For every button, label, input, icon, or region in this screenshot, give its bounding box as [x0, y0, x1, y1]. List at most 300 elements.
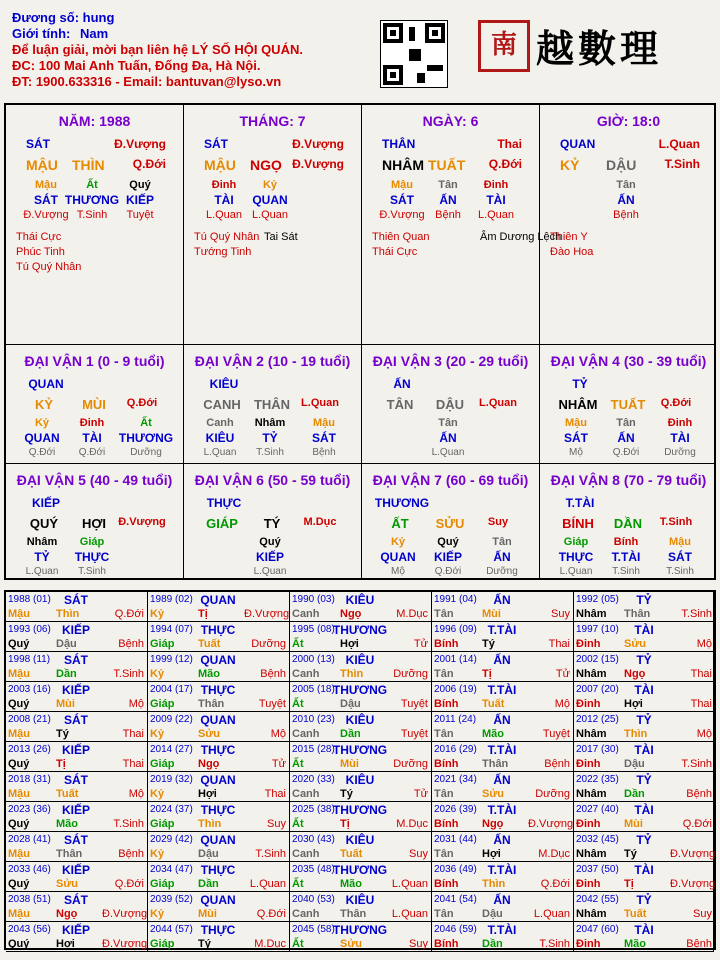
- pillar-chi: THÌN: [72, 157, 105, 173]
- year-stem: Bính: [434, 938, 459, 950]
- year-god: TÀI: [634, 683, 654, 697]
- year-god: TÀI: [634, 743, 654, 757]
- year-god: SÁT: [64, 893, 88, 907]
- year-branch: Tý: [340, 788, 353, 800]
- year-state: Tử: [413, 638, 428, 650]
- year-cell: [574, 682, 714, 712]
- year-stem: Canh: [292, 908, 320, 920]
- pillar-cell: [362, 105, 562, 345]
- year-branch: Tuất: [624, 908, 647, 920]
- hidden-god: TỶ: [262, 431, 278, 445]
- star-good: Phúc Tinh: [16, 246, 65, 258]
- year-label: 2010 (23): [292, 714, 335, 725]
- dai-van-state: Suy: [487, 516, 509, 528]
- year-cell: [6, 802, 148, 832]
- star-good: Thái Cực: [16, 231, 62, 243]
- hidden-stem: Giáp: [563, 536, 589, 548]
- year-stem: Nhâm: [576, 728, 607, 740]
- year-branch: Tị: [482, 668, 492, 680]
- year-stem: Canh: [292, 788, 320, 800]
- year-label: 2020 (33): [292, 774, 335, 785]
- year-label: 1999 (12): [150, 654, 193, 665]
- year-god: TỶ: [636, 833, 652, 847]
- dai-van-can: CANH: [203, 397, 241, 412]
- chart-grid: [4, 103, 716, 580]
- year-god: T.TÀI: [487, 623, 517, 637]
- year-god: TỶ: [636, 713, 652, 727]
- hidden-god: THỰC: [558, 550, 594, 564]
- year-god: THƯƠNG: [332, 743, 388, 757]
- hidden-stem: Quý: [259, 536, 281, 548]
- year-state: Đ.Vượng: [670, 878, 716, 890]
- gender-line: Giới tính: Nam: [12, 26, 109, 41]
- year-label: 2028 (41): [8, 834, 51, 845]
- year-label: 2005 (18): [292, 684, 335, 695]
- year-label: 2017 (30): [576, 744, 619, 755]
- hidden-stem: Kỷ: [390, 536, 406, 548]
- year-god: ẤN: [493, 833, 511, 847]
- dai-van-cell: [6, 464, 184, 580]
- hidden-god: TÀI: [486, 193, 506, 207]
- year-god: KIÊU: [345, 653, 375, 667]
- year-god: QUAN: [200, 773, 236, 787]
- dai-van-god: TỶ: [572, 377, 588, 391]
- dai-van-cell: [540, 464, 716, 580]
- year-stem: Quý: [8, 938, 30, 950]
- dai-van-cell: [184, 464, 362, 580]
- year-label: 2001 (14): [434, 654, 477, 665]
- hidden-god: THƯƠNG: [64, 193, 120, 207]
- pillar-title: NĂM: 1988: [58, 113, 131, 129]
- year-state: Suy: [551, 608, 570, 620]
- dai-van-god: THƯƠNG: [374, 496, 430, 510]
- year-cell: [148, 892, 290, 922]
- year-branch: Thân: [482, 758, 509, 770]
- dai-van-title: ĐẠI VẬN 5 (40 - 49 tuổi): [16, 472, 173, 488]
- year-state: Tuyệt: [400, 698, 428, 710]
- hidden-god: KIẾP: [125, 193, 154, 207]
- year-state: Q.Đới: [256, 908, 286, 920]
- year-label: 1990 (03): [292, 594, 335, 605]
- year-label: 1995 (08): [292, 624, 335, 635]
- year-cell: [148, 922, 290, 952]
- year-cell: [574, 652, 714, 682]
- year-cell: [574, 802, 714, 832]
- hidden-god: ẤN: [617, 431, 635, 445]
- year-state: T.Sinh: [539, 938, 570, 950]
- year-cell: [148, 742, 290, 772]
- year-branch: Mão: [198, 668, 220, 680]
- star-good: Tướng Tinh: [194, 246, 252, 258]
- year-stem: Đinh: [576, 758, 601, 770]
- hidden-god: SÁT: [34, 193, 58, 207]
- pillar-god-state: Đ.Vượng: [292, 137, 344, 151]
- year-branch: Sửu: [198, 728, 221, 740]
- dai-van-state: M.Dục: [303, 516, 337, 528]
- year-label: 2039 (52): [150, 894, 193, 905]
- year-branch: Tuất: [198, 638, 221, 650]
- year-state: Suy: [267, 818, 286, 830]
- year-branch: Mùi: [56, 698, 75, 710]
- dai-van-chi: HỢI: [81, 516, 107, 531]
- year-branch: Mùi: [482, 608, 501, 620]
- hidden-state: Q.Đới: [78, 447, 106, 458]
- year-label: 2006 (19): [434, 684, 477, 695]
- year-stem: Canh: [292, 848, 320, 860]
- year-stem: Mậu: [8, 668, 30, 680]
- hidden-god: SÁT: [312, 431, 336, 445]
- dai-van-can: QUÝ: [29, 516, 59, 531]
- dai-van-title: ĐẠI VẬN 8 (70 - 79 tuổi): [550, 472, 707, 488]
- dai-van-god: QUAN: [28, 377, 64, 391]
- year-branch: Sửu: [482, 788, 505, 800]
- year-cell: [6, 892, 148, 922]
- pillar-chi-state: Q.Đới: [132, 157, 166, 171]
- hidden-state: Dưỡng: [130, 447, 162, 458]
- year-stem: Tân: [434, 908, 454, 920]
- year-cell: [290, 742, 432, 772]
- year-state: Tử: [413, 788, 428, 800]
- hidden-god: QUAN: [24, 431, 60, 445]
- dai-van-cell: [362, 345, 540, 464]
- year-label: 2012 (25): [576, 714, 619, 725]
- year-state: Tử: [271, 758, 286, 770]
- year-state: T.Sinh: [113, 818, 144, 830]
- hidden-stem: Tân: [616, 417, 636, 429]
- year-god: THƯƠNG: [332, 623, 388, 637]
- year-label: 2036 (49): [434, 864, 477, 875]
- year-branch: Dần: [340, 728, 361, 740]
- year-stem: Canh: [292, 728, 320, 740]
- year-god: TÀI: [634, 803, 654, 817]
- hidden-state: T.Sinh: [76, 209, 108, 221]
- pillar-chi: DẬU: [606, 157, 637, 173]
- year-god: QUAN: [200, 593, 236, 607]
- year-god: KIÊU: [345, 893, 375, 907]
- dai-van-state: L.Quan: [301, 397, 339, 409]
- year-cell: [148, 862, 290, 892]
- hidden-state: L.Quan: [431, 447, 465, 458]
- pillar-chi-state: Đ.Vượng: [292, 157, 344, 171]
- year-god: T.TÀI: [487, 803, 517, 817]
- year-label: 2015 (28): [292, 744, 335, 755]
- dai-van-title: ĐẠI VẬN 1 (0 - 9 tuổi): [24, 353, 165, 369]
- year-label: 2013 (26): [8, 744, 51, 755]
- year-cell: [574, 592, 714, 622]
- year-label: 2027 (40): [576, 804, 619, 815]
- year-god: SÁT: [64, 773, 88, 787]
- year-branch: Dần: [56, 668, 77, 680]
- hidden-stem: Đinh: [211, 179, 237, 191]
- year-state: Mộ: [270, 728, 286, 740]
- year-stem: Quý: [8, 638, 30, 650]
- hidden-stem: Mậu: [565, 417, 587, 429]
- dai-van-state: Q.Đới: [660, 397, 692, 409]
- year-label: 2016 (29): [434, 744, 477, 755]
- year-cell: [574, 772, 714, 802]
- year-god: TỶ: [636, 653, 652, 667]
- dai-van-chi: DẦN: [613, 516, 643, 531]
- year-cell: [6, 832, 148, 862]
- hidden-state: Bệnh: [435, 209, 461, 221]
- hidden-stem: Tân: [438, 417, 458, 429]
- year-god: KIẾP: [61, 743, 90, 757]
- dai-van-chi: THÂN: [253, 397, 291, 412]
- year-god: ẤN: [493, 773, 511, 787]
- year-label: 2021 (34): [434, 774, 477, 785]
- logo: 越數理: [536, 26, 663, 71]
- year-stem: Ất: [292, 758, 304, 770]
- year-branch: Tý: [198, 938, 211, 950]
- pillar-chi: TUẤT: [428, 157, 466, 173]
- year-state: M.Dục: [396, 818, 428, 830]
- year-cell: [290, 592, 432, 622]
- year-label: 2008 (21): [8, 714, 51, 725]
- year-cell: [6, 922, 148, 952]
- year-branch: Thân: [198, 698, 225, 710]
- hidden-state: L.Quan: [251, 209, 289, 221]
- hidden-state: L.Quan: [477, 209, 515, 221]
- year-state: Bệnh: [260, 668, 286, 680]
- year-state: Q.Đới: [114, 878, 144, 890]
- hidden-stem: Tân: [616, 179, 636, 191]
- yearly-table: [4, 590, 716, 950]
- pillar-can: NHÂM: [382, 157, 424, 173]
- hidden-stem: Đinh: [79, 417, 105, 429]
- year-label: 2030 (43): [292, 834, 335, 845]
- dai-van-can: TÂN: [386, 397, 414, 412]
- hidden-stem: Nhâm: [254, 417, 286, 429]
- dai-van-can: NHÂM: [558, 397, 598, 412]
- hidden-state: Bệnh: [312, 447, 336, 458]
- dai-van-can: GIÁP: [206, 516, 238, 531]
- year-label: 1992 (05): [576, 594, 619, 605]
- year-branch: Tuất: [340, 848, 363, 860]
- year-branch: Mão: [482, 728, 504, 740]
- year-branch: Hợi: [482, 848, 501, 860]
- year-stem: Kỷ: [150, 608, 165, 620]
- year-state: Dưỡng: [535, 788, 570, 800]
- year-god: TỶ: [636, 893, 652, 907]
- year-label: 2035 (48): [292, 864, 335, 875]
- year-branch: Ngọ: [340, 608, 362, 620]
- dai-van-chi: MÙI: [82, 397, 106, 412]
- year-cell: [6, 652, 148, 682]
- star-good: Thiên Y: [550, 231, 588, 243]
- pillar-title: GIỜ: 18:0: [596, 113, 661, 129]
- year-cell: [290, 922, 432, 952]
- year-god: THƯƠNG: [332, 863, 388, 877]
- year-state: Dưỡng: [251, 638, 286, 650]
- year-state: Bệnh: [686, 788, 712, 800]
- hidden-state: Dưỡng: [486, 566, 518, 577]
- year-branch: Sửu: [624, 638, 647, 650]
- dai-van-can: BÍNH: [562, 516, 594, 531]
- year-branch: Mão: [56, 818, 78, 830]
- year-branch: Ngọ: [198, 758, 220, 770]
- year-label: 2018 (31): [8, 774, 51, 785]
- year-branch: Tị: [624, 878, 634, 890]
- dai-van-title: ĐẠI VẬN 6 (50 - 59 tuổi): [194, 472, 351, 488]
- year-state: Suy: [693, 908, 712, 920]
- year-stem: Quý: [8, 698, 30, 710]
- pillar-god-state: Thai: [497, 137, 522, 151]
- year-state: M.Dục: [396, 608, 428, 620]
- dai-van-god: T.TÀI: [565, 496, 595, 510]
- year-stem: Ất: [292, 818, 304, 830]
- dai-van-god: THỰC: [206, 496, 242, 510]
- year-cell: [6, 592, 148, 622]
- year-stem: Tân: [434, 788, 454, 800]
- year-stem: Kỷ: [150, 728, 165, 740]
- year-cell: [148, 592, 290, 622]
- dai-van-chi: TÝ: [263, 516, 281, 531]
- hidden-stem: Nhâm: [26, 536, 58, 548]
- year-state: Q.Đới: [540, 878, 570, 890]
- hidden-stem: Mậu: [669, 536, 691, 548]
- hidden-stem: Ất: [86, 179, 98, 191]
- year-label: 2009 (22): [150, 714, 193, 725]
- pillar-chi: NGỌ: [250, 157, 282, 173]
- year-label: 2011 (24): [434, 714, 477, 725]
- year-branch: Thân: [56, 848, 83, 860]
- year-stem: Nhâm: [576, 788, 607, 800]
- dai-van-title: ĐẠI VẬN 4 (30 - 39 tuổi): [550, 353, 707, 369]
- year-branch: Dậu: [198, 848, 219, 860]
- dai-van-state: T.Sinh: [659, 516, 693, 528]
- year-cell: [290, 652, 432, 682]
- year-cell: [574, 622, 714, 652]
- year-cell: [148, 832, 290, 862]
- year-branch: Hợi: [624, 698, 643, 710]
- year-cell: [574, 712, 714, 742]
- year-label: 2004 (17): [150, 684, 193, 695]
- year-god: SÁT: [64, 713, 88, 727]
- year-god: THƯƠNG: [332, 803, 388, 817]
- year-branch: Dần: [624, 788, 645, 800]
- hidden-god: ẤN: [617, 193, 635, 207]
- year-state: Đ.Vượng: [528, 818, 574, 830]
- year-god: KIẾP: [61, 683, 90, 697]
- dai-van-cell: [540, 345, 716, 464]
- star-good: Đào Hoa: [550, 246, 594, 258]
- year-label: 2046 (59): [434, 924, 477, 935]
- year-label: 2034 (47): [150, 864, 193, 875]
- year-god: SÁT: [64, 833, 88, 847]
- pillar-god-state: Đ.Vượng: [114, 137, 166, 151]
- dai-van-cell: [184, 345, 362, 464]
- year-branch: Tý: [482, 638, 495, 650]
- year-stem: Canh: [292, 608, 320, 620]
- year-label: 2041 (54): [434, 894, 477, 905]
- year-stem: Đinh: [576, 638, 601, 650]
- year-stem: Quý: [8, 818, 30, 830]
- hidden-god: KIẾP: [255, 550, 284, 564]
- year-stem: Mậu: [8, 788, 30, 800]
- hidden-state: Đ.Vượng: [379, 209, 425, 221]
- year-label: 2040 (53): [292, 894, 335, 905]
- year-label: 2029 (42): [150, 834, 193, 845]
- year-cell: [432, 682, 574, 712]
- year-god: THỰC: [200, 803, 236, 817]
- hidden-god: TÀI: [670, 431, 690, 445]
- hidden-stem: Giáp: [79, 536, 105, 548]
- hidden-state: Mộ: [391, 566, 405, 577]
- star-bad: Tai Sát: [264, 231, 298, 243]
- year-cell: [432, 922, 574, 952]
- contact-line-2: ĐC: 100 Mai Anh Tuấn, Đống Đa, Hà Nội.: [12, 58, 261, 73]
- year-branch: Dậu: [340, 698, 361, 710]
- year-branch: Mùi: [198, 908, 217, 920]
- year-label: 2044 (57): [150, 924, 193, 935]
- year-branch: Hợi: [56, 938, 75, 950]
- hidden-state: T.Sinh: [256, 447, 284, 458]
- star-good: Tú Quý Nhân: [16, 261, 82, 273]
- year-stem: Kỷ: [150, 908, 165, 920]
- hidden-god: SÁT: [390, 193, 414, 207]
- year-cell: [148, 682, 290, 712]
- hidden-stem: Canh: [206, 417, 234, 429]
- year-stem: Bính: [434, 878, 459, 890]
- year-state: Đ.Vượng: [670, 848, 716, 860]
- hidden-stem: Tân: [492, 536, 512, 548]
- year-cell: [148, 802, 290, 832]
- qr-code-icon[interactable]: [380, 20, 448, 88]
- year-branch: Dần: [482, 938, 503, 950]
- year-stem: Bính: [434, 818, 459, 830]
- year-god: KIẾP: [61, 803, 90, 817]
- hidden-state: Q.Đới: [28, 447, 56, 458]
- year-branch: Sửu: [340, 938, 363, 950]
- dai-van-chi: TUẤT: [610, 397, 646, 412]
- year-cell: [574, 892, 714, 922]
- dai-van-cell: [6, 345, 184, 464]
- year-label: 2007 (20): [576, 684, 619, 695]
- year-cell: [290, 772, 432, 802]
- year-state: M.Dục: [538, 848, 570, 860]
- year-state: Bệnh: [118, 638, 144, 650]
- year-branch: Mùi: [624, 818, 643, 830]
- year-stem: Bính: [434, 698, 459, 710]
- pillar-can: MẬU: [26, 157, 58, 173]
- year-god: SÁT: [64, 653, 88, 667]
- year-state: T.Sinh: [113, 668, 144, 680]
- year-branch: Mão: [340, 878, 362, 890]
- year-stem: Ất: [292, 638, 304, 650]
- year-state: L.Quan: [391, 878, 428, 890]
- year-god: THỰC: [200, 623, 236, 637]
- year-label: 1991 (04): [434, 594, 477, 605]
- year-god: T.TÀI: [487, 923, 517, 937]
- year-label: 2025 (38): [292, 804, 335, 815]
- year-cell: [6, 622, 148, 652]
- year-state: Dưỡng: [393, 668, 428, 680]
- hidden-god: SÁT: [564, 431, 588, 445]
- hidden-state: Đ.Vượng: [23, 209, 69, 221]
- hidden-state: L.Quan: [205, 209, 243, 221]
- year-cell: [574, 832, 714, 862]
- year-stem: Mậu: [8, 728, 30, 740]
- year-stem: Giáp: [150, 818, 175, 830]
- year-branch: Tý: [624, 848, 637, 860]
- year-state: Đ.Vượng: [244, 608, 290, 620]
- year-cell: [432, 622, 574, 652]
- year-stem: Mậu: [8, 848, 30, 860]
- hidden-god: THƯƠNG: [118, 431, 174, 445]
- year-stem: Đinh: [576, 698, 601, 710]
- hidden-state: T.Sinh: [78, 566, 106, 577]
- year-state: Suy: [409, 938, 428, 950]
